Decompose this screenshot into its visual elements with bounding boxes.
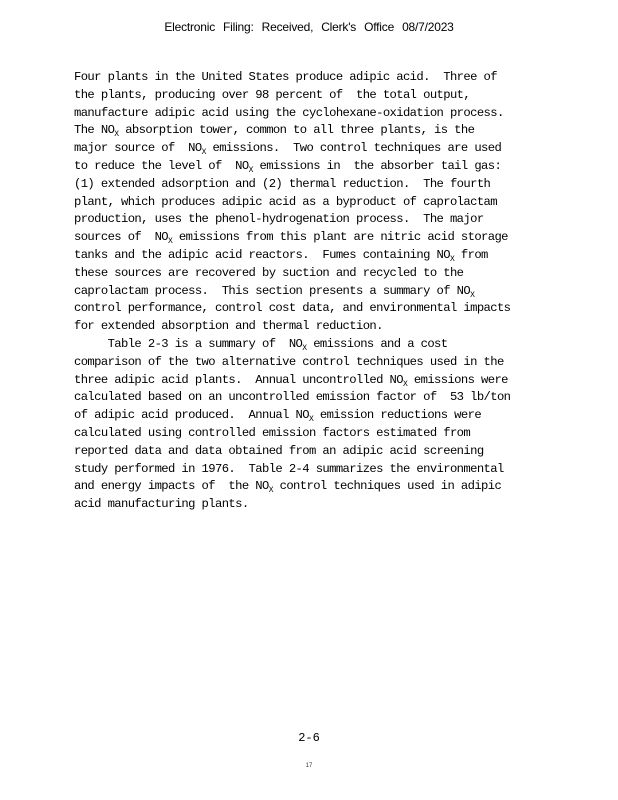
- line-segment: plant, which produces adipic acid as a byproduct of caprolactam: [74, 194, 497, 209]
- page-number: 2-6: [298, 731, 320, 745]
- subscript: X: [248, 165, 253, 175]
- subscript: X: [168, 237, 173, 247]
- text-line: [74, 336, 562, 354]
- text-line: [74, 407, 562, 425]
- line-segment: emissions and a cost: [306, 336, 448, 351]
- line-segment: study performed in 1976. Table 2-4 summarizes the environmental: [74, 461, 504, 476]
- line-segment: control performance, control cost data, and environmental impacts: [74, 301, 511, 316]
- text-line: [74, 211, 562, 229]
- text-line: [74, 318, 562, 336]
- subscript: X: [402, 379, 408, 389]
- text-line: [74, 372, 562, 390]
- text-line: [74, 425, 562, 443]
- line-segment: emissions. Two control techniques are used: [205, 141, 502, 156]
- text-line: [74, 140, 562, 158]
- line-segment: three adipic acid plants. Annual uncontrolled NO: [74, 372, 403, 387]
- text-line: [74, 229, 562, 247]
- pdf-page-index: 17: [305, 763, 313, 769]
- line-segment: emissions from this plant are nitric acid storage: [172, 230, 508, 245]
- line-segment: reported data and data obtained from an adipic acid screening: [74, 443, 484, 458]
- subscript: X: [114, 130, 119, 140]
- text-line: [74, 443, 562, 461]
- text-line: [74, 87, 562, 105]
- line-segment: (1) extended adsorption and (2) thermal reduction. The fourth: [74, 176, 491, 191]
- line-segment: Table 2-3 is a summary of NO: [74, 336, 303, 351]
- line-segment: acid manufacturing plants.: [74, 497, 249, 512]
- line-segment: calculated using controlled emission factors estimated from: [74, 425, 471, 440]
- text-line: [74, 300, 562, 318]
- text-line: [74, 283, 562, 301]
- text-line: [74, 389, 562, 407]
- line-segment: the plants, producing over 98 percent of the total output,: [74, 87, 471, 102]
- text-line: [74, 354, 562, 372]
- text-line: [74, 194, 562, 212]
- filing-stamp-header: [0, 20, 618, 34]
- text-line: [74, 247, 562, 265]
- line-segment: emissions in the absorber tail gas:: [252, 158, 502, 173]
- text-line: [74, 158, 562, 176]
- line-segment: absorption tower, common to all three plants, is the: [118, 123, 475, 138]
- line-segment: Four plants in the United States produce adipic acid. Three of: [74, 70, 497, 84]
- subscript: X: [449, 254, 455, 264]
- subscript: X: [268, 486, 273, 496]
- stamp-part: 08/7/2023: [402, 20, 454, 34]
- text-line: [74, 176, 562, 194]
- line-segment: for extended absorption and thermal reduction.: [74, 319, 383, 334]
- subscript: X: [470, 290, 475, 300]
- subscript: X: [308, 415, 314, 425]
- line-segment: from: [454, 247, 488, 262]
- line-segment: these sources are recovered by suction and recycled to the: [74, 265, 464, 280]
- line-segment: of adipic acid produced. Annual NO: [74, 408, 309, 423]
- line-segment: comparison of the two alternative control techniques used in the: [74, 354, 504, 369]
- stamp-part: Electronic: [164, 20, 216, 34]
- line-segment: The NO: [74, 123, 115, 138]
- line-segment: major source of NO: [74, 141, 202, 156]
- text-line: [74, 496, 562, 514]
- line-segment: control techniques used in adipic: [272, 479, 502, 494]
- text-line: [74, 478, 562, 496]
- line-segment: tanks and the adipic acid reactors. Fumes containing NO: [74, 247, 450, 262]
- text-line: [74, 265, 562, 283]
- line-segment: calculated based on an uncontrolled emission factor of 53 lb/ton: [74, 390, 511, 405]
- line-segment: to reduce the level of NO: [74, 158, 249, 173]
- stamp-part: Filing:: [223, 20, 254, 34]
- line-segment: manufacture adipic acid using the cyclohexane-oxidation process.: [74, 105, 504, 120]
- line-segment: emission reductions were: [313, 408, 482, 423]
- stamp-part: Office: [364, 20, 395, 34]
- line-segment: production, uses the phenol-hydrogenation process. The major: [74, 212, 484, 227]
- text-line: [74, 122, 562, 140]
- line-segment: and energy impacts of the NO: [74, 479, 269, 494]
- subscript: X: [302, 343, 307, 353]
- line-segment: caprolactam process. This section presents a summary of NO: [74, 283, 471, 298]
- document-body: [74, 69, 562, 514]
- line-segment: sources of NO: [74, 230, 168, 245]
- subscript: X: [201, 148, 206, 158]
- text-line: [74, 69, 562, 87]
- stamp-part: Clerk's: [321, 20, 357, 34]
- text-line: [74, 105, 562, 123]
- stamp-part: Received,: [261, 20, 314, 34]
- line-segment: emissions were: [407, 372, 508, 387]
- text-line: [74, 461, 562, 479]
